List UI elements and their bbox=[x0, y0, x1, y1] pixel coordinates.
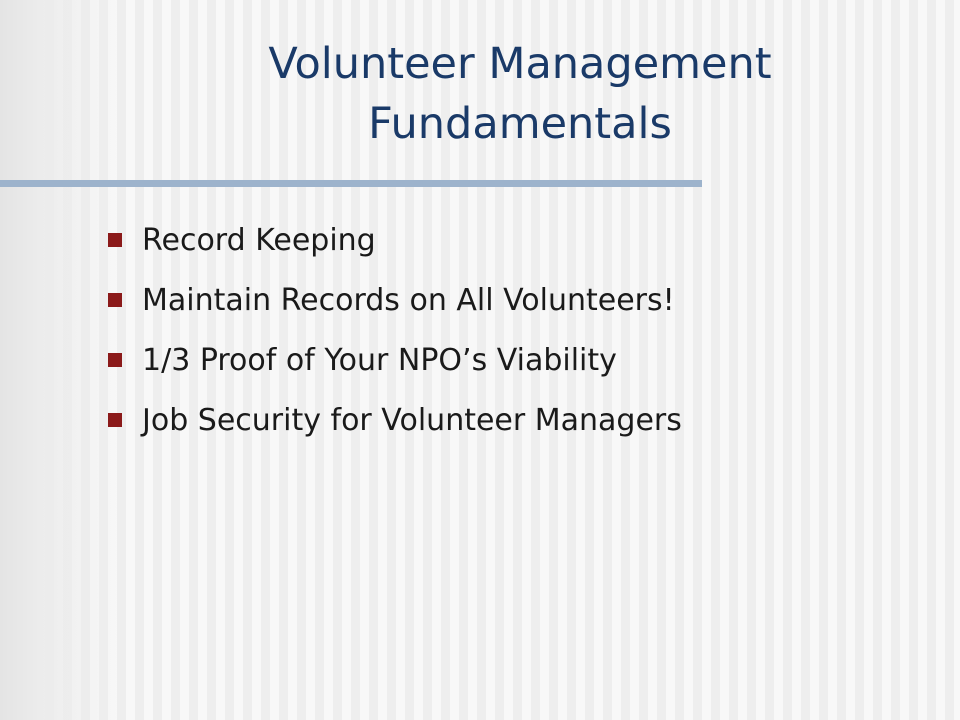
square-bullet-icon bbox=[108, 353, 122, 367]
bullet-item bbox=[108, 390, 682, 450]
bullet-text: Maintain Records on All Volunteers! bbox=[142, 282, 675, 318]
bullet-item bbox=[108, 210, 682, 270]
bullet-item bbox=[108, 330, 682, 390]
bullet-list bbox=[108, 210, 682, 450]
title-divider bbox=[0, 180, 702, 187]
bullet-item bbox=[108, 270, 682, 330]
bullet-text: 1/3 Proof of Your NPO’s Viability bbox=[142, 342, 617, 378]
square-bullet-icon bbox=[108, 413, 122, 427]
square-bullet-icon bbox=[108, 233, 122, 247]
slide-title bbox=[150, 34, 890, 154]
title-line-2: Fundamentals bbox=[368, 99, 672, 149]
bullet-text: Job Security for Volunteer Managers bbox=[142, 402, 682, 438]
square-bullet-icon bbox=[108, 293, 122, 307]
title-line-1: Volunteer Management bbox=[268, 39, 772, 89]
bullet-text: Record Keeping bbox=[142, 222, 376, 258]
